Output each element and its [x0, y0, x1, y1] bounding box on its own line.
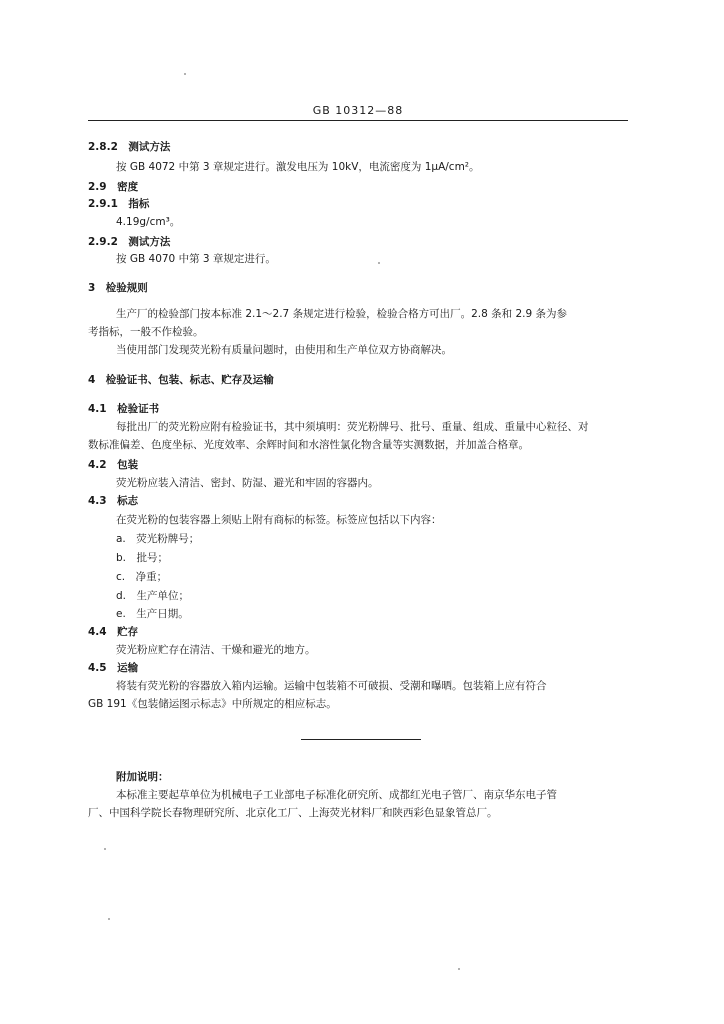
section-2-9-1-title: 2.9.1 指标	[88, 198, 150, 210]
list-item: c. 净重；	[116, 571, 168, 583]
section-4-5-line1: 将装有荧光粉的容器放入箱内运输。运输中包装箱不可破损、受潮和曝晒。包装箱上应有符合	[116, 680, 547, 692]
scan-speck	[104, 848, 106, 850]
section-2-9-1-text: 4.19g/cm³。	[116, 216, 181, 228]
scan-speck	[184, 73, 186, 75]
notes-line2: 厂、中国科学院长春物理研究所、北京化工厂、上海荧光材料厂和陕西彩色显象管总厂。	[88, 807, 498, 819]
section-2-8-2-text: 按 GB 4072 中第 3 章规定进行。激发电压为 10kV，电流密度为 1μA/cm²。	[116, 161, 480, 173]
section-4-1-line2: 数标准偏差、色度坐标、光度效率、余辉时间和水溶性氯化物含量等实测数据，并加盖合格章。	[88, 439, 529, 451]
section-3-title: 3 检验规则	[88, 282, 148, 294]
section-4-5-title: 4.5 运输	[88, 662, 139, 674]
section-3-para1-line2: 考指标，一般不作检验。	[88, 326, 204, 338]
list-item: e. 生产日期。	[116, 608, 189, 620]
section-4-5-line2: GB 191《包装储运图示标志》中所规定的相应标志。	[88, 698, 337, 710]
page-header: GB 10312—88	[88, 104, 628, 121]
section-2-8-2-title: 2.8.2 测试方法	[88, 141, 171, 153]
scan-speck	[378, 262, 380, 264]
notes-title: 附加说明：	[116, 771, 169, 783]
section-4-title: 4 检验证书、包装、标志、贮存及运输	[88, 374, 274, 386]
section-4-3-text: 在荧光粉的包装容器上须贴上附有商标的标签。标签应包括以下内容：	[116, 514, 442, 526]
section-3-para2: 当使用部门发现荧光粉有质量问题时，由使用和生产单位双方协商解决。	[116, 344, 452, 356]
section-4-2-title: 4.2 包装	[88, 459, 139, 471]
section-4-1-line1: 每批出厂的荧光粉应附有检验证书，其中须填明：荧光粉牌号、批号、重量、组成、重量中心粒径、对	[116, 421, 589, 433]
notes-line1: 本标准主要起草单位为机械电子工业部电子标准化研究所、成都红光电子管厂、南京华东电子管	[116, 789, 557, 801]
list-item: a. 荧光粉牌号；	[116, 533, 200, 545]
end-rule	[301, 739, 421, 740]
section-2-9-title: 2.9 密度	[88, 181, 139, 193]
scan-speck	[108, 918, 110, 920]
section-4-2-text: 荧光粉应装入清洁、密封、防湿、避光和牢固的容器内。	[116, 477, 379, 489]
scan-speck	[458, 968, 460, 970]
section-2-9-2-text: 按 GB 4070 中第 3 章规定进行。	[116, 253, 276, 265]
section-4-4-text: 荧光粉应贮存在清洁、干燥和避光的地方。	[116, 644, 316, 656]
section-3-para1-line1: 生产厂的检验部门按本标准 2.1～2.7 条规定进行检验，检验合格方可出厂。2.8 条和 2.9 条为参	[116, 308, 567, 320]
section-2-9-2-title: 2.9.2 测试方法	[88, 236, 171, 248]
section-4-1-title: 4.1 检验证书	[88, 403, 160, 415]
list-item: d. 生产单位；	[116, 590, 190, 602]
section-4-4-title: 4.4 贮存	[88, 626, 139, 638]
section-4-3-title: 4.3 标志	[88, 495, 139, 507]
list-item: b. 批号；	[116, 552, 169, 564]
